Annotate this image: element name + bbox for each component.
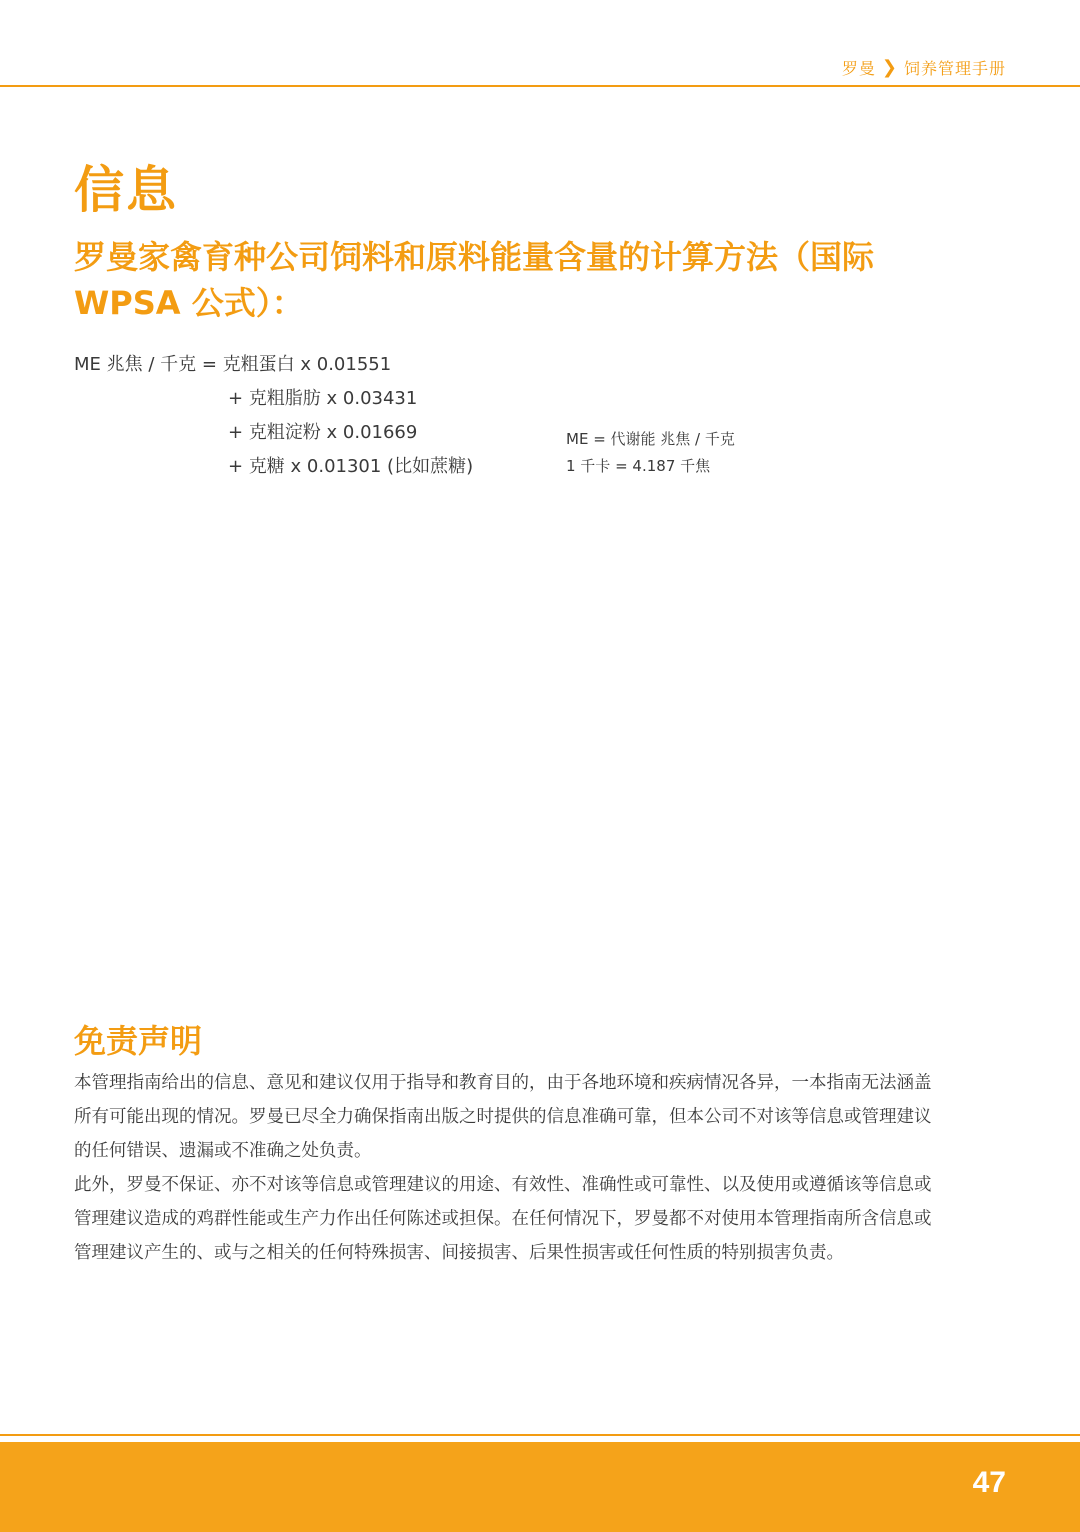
page-number: 47 (972, 1466, 1006, 1499)
formula-line: + 克糖 x 0.01301 (比如蔗糖) (228, 456, 474, 477)
footer-bar (0, 1442, 1080, 1532)
breadcrumb (842, 56, 1006, 79)
formula-note: 1 千卡 = 4.187 千焦 (566, 457, 711, 475)
energy-section-heading: 罗曼家禽育种公司饲料和原料能量含量的计算方法（国际 WPSA 公式）： (74, 238, 875, 322)
header-divider (0, 85, 1080, 87)
disclaimer-body (74, 1066, 934, 1270)
footer-divider (0, 1434, 1080, 1436)
formula-line: + 克粗淀粉 x 0.01669 (228, 422, 418, 443)
formula-line: ME 兆焦 / 千克 = 克粗蛋白 x 0.01551 (74, 354, 392, 375)
disclaimer-heading: 免责声明 (74, 1022, 203, 1060)
formula-note: ME = 代谢能 兆焦 / 千克 (566, 430, 735, 448)
disclaimer-paragraph: 此外，罗曼不保证、亦不对该等信息或管理建议的用途、有效性、准确性或可靠性、以及使用或遵循该等信息或管理建议造成的鸡群性能或生产力作出任何陈述或担保。在任何情况下，罗曼都不对使用本管理指南所含信息或管理建议产生的、或与之相关的任何特殊损害、间接损害、后果性损害或任何性质的特别损害负责。 (74, 1175, 932, 1263)
breadcrumb-brand: 罗曼 (841, 59, 876, 78)
disclaimer-paragraph: 本管理指南给出的信息、意见和建议仅用于指导和教育目的，由于各地环境和疾病情况各异，一本指南无法涵盖所有可能出现的情况。罗曼已尽全力确保指南出版之时提供的信息准确可靠，但本公司不对该等信息或管理建议的任何错误、遗漏或不准确之处负责。 (74, 1073, 932, 1161)
formula-line: + 克粗脂肪 x 0.03431 (228, 388, 418, 409)
breadcrumb-section: 饲养管理手册 (903, 59, 1006, 78)
page-title: 信息 (74, 161, 178, 219)
chevron-right-icon: ❯ (881, 57, 898, 78)
